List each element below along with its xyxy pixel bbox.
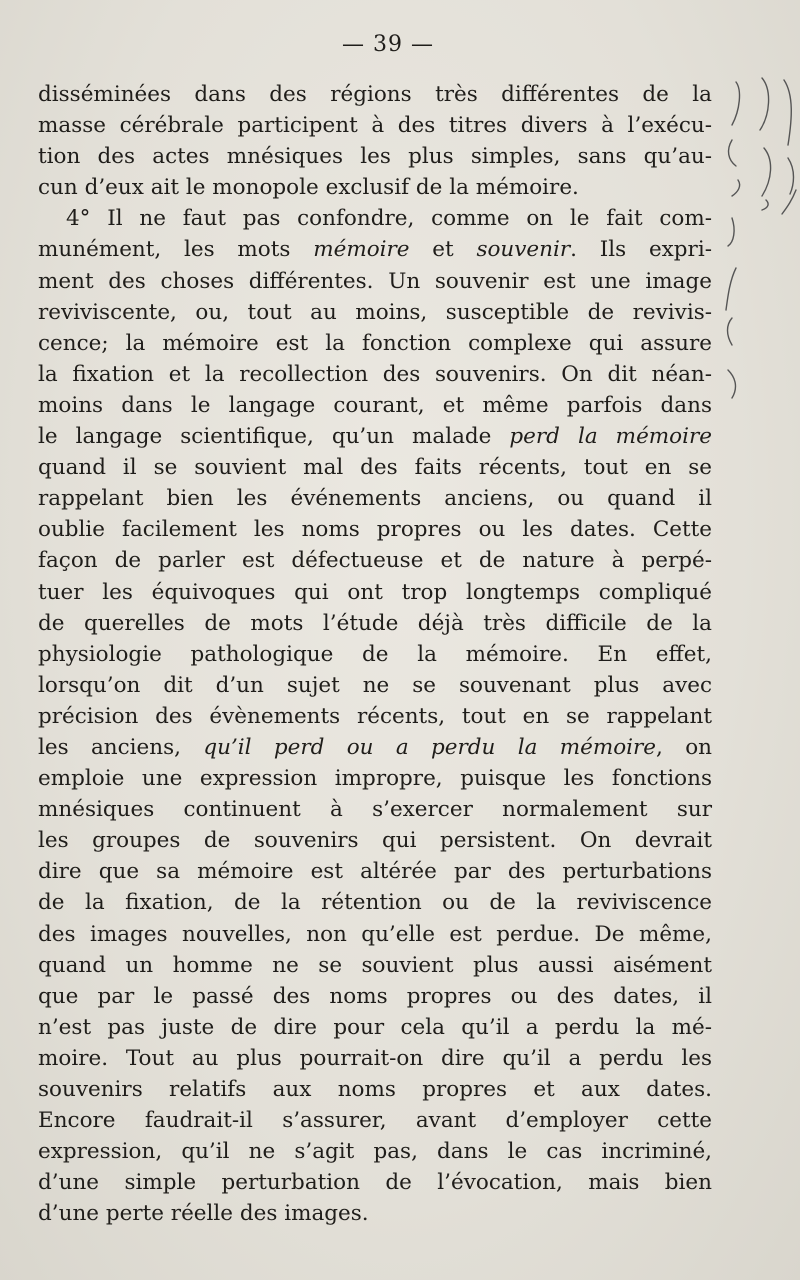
text-line <box>38 577 712 608</box>
text-segment: disséminées dans des régions très différentes de la <box>38 82 712 107</box>
italic-text: souvenir <box>476 237 571 263</box>
text-segment: quand il se souvient mal des faits récents, tout en se <box>38 455 712 481</box>
text-segment: de la fixation, de la rétention ou de la reviviscence <box>38 890 712 916</box>
italic-text: qu’il perd ou a perdu la mémoire <box>203 734 657 760</box>
text-segment: que par le passé des noms propres ou des dates, il <box>38 983 712 1009</box>
text-segment: rappelant bien les événements anciens, ou quand il <box>38 486 712 512</box>
italic-text: perd la mémoire <box>509 424 712 450</box>
text-segment: moins dans le langage courant, et même parfois dans <box>38 392 712 418</box>
text-line <box>38 79 712 110</box>
text-line <box>38 950 712 981</box>
text-segment: la fixation et la recollection des souvenirs. On dit néan- <box>38 361 712 387</box>
text-segment: dire que sa mémoire est altérée par des perturbations <box>38 859 712 885</box>
text-line <box>38 203 712 234</box>
text-line <box>38 1012 712 1043</box>
text-segment: façon de parler est défectueuse et de nature à perpé- <box>38 548 712 574</box>
italic-text: mémoire <box>313 237 410 263</box>
page-number: — 39 — <box>342 32 434 57</box>
text-segment: quand un homme ne se souvient plus aussi aisément <box>38 952 712 978</box>
text-segment: précision des évènements récents, tout en se rappelant <box>38 703 712 729</box>
text-line <box>38 1198 712 1229</box>
text-segment: ment des choses différentes. Un souvenir est une image <box>38 268 712 294</box>
text-segment: de querelles de mots l’étude déjà très difficile de la <box>38 610 712 636</box>
text-segment: mnésiques continuent à s’exercer normalement sur <box>38 797 712 823</box>
text-segment: lorsqu’on dit d’un sujet ne se souvenant plus avec <box>38 672 712 698</box>
text-segment: reviviscente, ou, tout au moins, susceptible de revivis- <box>38 299 712 325</box>
text-line <box>38 1167 712 1198</box>
text-segment: munément, les mots <box>38 237 314 263</box>
body-text <box>38 79 712 1229</box>
text-segment: moire. Tout au plus pourrait-on dire qu’il a perdu les <box>38 1045 712 1071</box>
text-segment: d’une perte réelle des images. <box>38 1201 369 1227</box>
text-segment: . Ils expri- <box>570 237 712 263</box>
text-line <box>38 1136 712 1167</box>
text-line <box>38 732 712 763</box>
text-line <box>38 1105 712 1136</box>
text-segment: tuer les équivoques qui ont trop longtemps compliqué <box>38 579 712 605</box>
text-line <box>38 887 712 918</box>
text-segment: 4° Il ne faut pas confondre, comme on le fait com- <box>66 206 712 232</box>
text-segment: expression, qu’il ne s’agit pas, dans le cas incriminé, <box>38 1139 712 1165</box>
text-line <box>38 670 712 701</box>
text-line <box>38 421 712 452</box>
text-line <box>38 794 712 825</box>
text-line <box>38 919 712 950</box>
text-line <box>38 483 712 514</box>
text-segment: cence; la mémoire est la fonction complexe qui assure <box>38 330 712 356</box>
text-segment: emploie une expression impropre, puisque les fonctions <box>38 766 712 792</box>
text-line <box>38 1043 712 1074</box>
text-line <box>38 514 712 545</box>
text-segment: physiologie pathologique de la mémoire. En effet, <box>38 641 712 667</box>
text-line <box>38 266 712 297</box>
text-line <box>38 297 712 328</box>
text-line <box>38 328 712 359</box>
text-segment: souvenirs relatifs aux noms propres et aux dates. <box>38 1077 712 1102</box>
text-line <box>38 141 712 172</box>
text-line <box>38 359 712 390</box>
text-line <box>38 763 712 794</box>
text-segment: le langage scientifique, qu’un malade <box>38 424 510 450</box>
text-line <box>38 452 712 483</box>
text-segment: d’une simple perturbation de l’évocation, mais bien <box>38 1170 712 1196</box>
text-line <box>38 110 712 141</box>
text-segment: n’est pas juste de dire pour cela qu’il a perdu la mé- <box>38 1014 712 1040</box>
text-line <box>38 172 712 203</box>
text-segment: oublie facilement les noms propres ou les dates. Cette <box>38 517 712 543</box>
text-line <box>38 1074 712 1105</box>
text-segment: Encore faudrait-il s’assurer, avant d’employer cette <box>38 1108 712 1134</box>
text-line <box>38 234 712 265</box>
text-segment: les anciens, <box>38 734 204 760</box>
text-segment: masse cérébrale participent à des titres divers à l’exécu- <box>38 113 712 139</box>
text-line <box>38 608 712 639</box>
text-segment: les groupes de souvenirs qui persistent. On devrait <box>38 828 712 854</box>
text-line <box>38 545 712 576</box>
text-line <box>38 825 712 856</box>
text-line <box>38 981 712 1012</box>
margin-pencil-marks <box>722 70 800 400</box>
text-segment: cun d’eux ait le monopole exclusif de la mémoire. <box>38 175 579 201</box>
text-segment: et <box>409 237 477 263</box>
text-segment: , on <box>656 734 713 760</box>
text-segment: des images nouvelles, non qu’elle est perdue. De même, <box>38 921 712 947</box>
text-line <box>38 856 712 887</box>
text-segment: tion des actes mnésiques les plus simples, sans qu’au- <box>38 144 712 170</box>
text-line <box>38 639 712 670</box>
text-line <box>38 701 712 732</box>
text-line <box>38 390 712 421</box>
